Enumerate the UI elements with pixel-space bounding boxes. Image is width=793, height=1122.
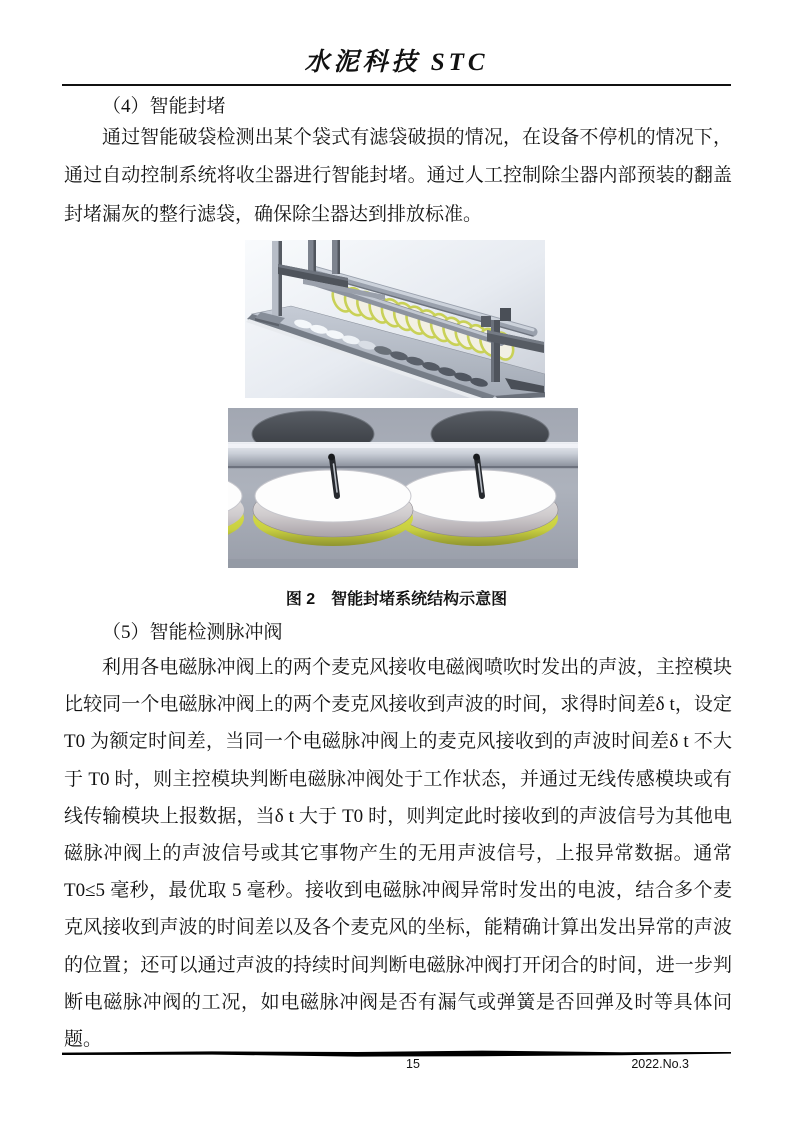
paragraph-pulse-valve-detection: 利用各电磁脉冲阀上的两个麦克风接收电磁阀喷吹时发出的声波，主控模块比较同一个电磁脉冲阀上的两个麦克风接收到声波的时间，求得时间差δ t，设定 T0 为额定时间差，当同一个电磁脉冲阀上的麦克风接收到的声波时间差δ t 不大于 T0 时，则主控模块判断电磁脉冲阀处于工作状态，并通过无线传感模块或有线传输模块上报数据，当δ t 大于 T0 时，则判定此时接收到的声波信号为其他电磁脉冲阀上的声波信号或其它事物产生的无用声波信号，上报异常数据。通常 T0≤5 毫秒，最优取 5 毫秒。接收到电磁脉冲阀异常时发出的电波，结合多个麦克风接收到声波的时间差以及各个麦克风的坐标，能精确计算出发出异常的声波的位置；还可以通过声波的持续时间判断电磁脉冲阀打开闭合的时间，进一步判断电磁脉冲阀的工况，如电磁脉冲阀是否有漏气或弹簧是否回弹及时等具体问题。 — [64, 657, 732, 1051]
paragraph-smart-blanking: 通过智能破袋检测出某个袋式有滤袋破损的情况，在设备不停机的情况下，通过自动控制系统将收尘器进行智能封堵。通过人工控制除尘器内部预装的翻盖封堵漏灰的整行滤袋，确保除尘器达到排放标准。 — [64, 127, 732, 225]
figure-blanking-mechanism-render — [245, 240, 545, 398]
section-heading-5: （5）智能检测脉冲阀 — [102, 622, 283, 643]
figure-valve-discs-render — [228, 408, 578, 568]
valve-discs-3d-image — [228, 408, 578, 568]
header-tube — [228, 442, 578, 468]
footer-page-number: 15 — [406, 1057, 420, 1071]
footer-issue: 2022.No.3 — [631, 1057, 689, 1071]
journal-title: 水泥科技 STC — [304, 49, 489, 76]
header-rule — [62, 84, 731, 86]
blanking-mechanism-3d-image — [245, 240, 545, 398]
bottom-shade — [228, 559, 578, 568]
section-heading-4: （4）智能封堵 — [102, 96, 226, 117]
figure-caption: 图 2 智能封堵系统结构示意图 — [285, 591, 508, 608]
